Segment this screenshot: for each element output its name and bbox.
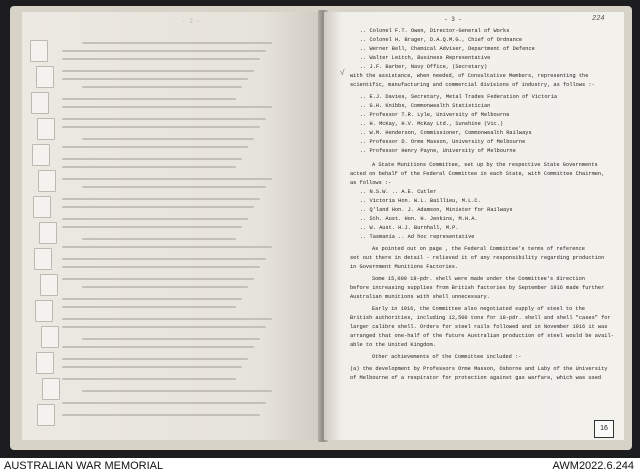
text-line: scientific, manufacturing and commercial divisions of industry, as follows :- bbox=[350, 82, 595, 88]
text-line: arranged that one-half of the future Australian production of steel would be avail- bbox=[350, 333, 614, 339]
right-page-number: - 3 - bbox=[444, 16, 463, 23]
left-page-faded-text bbox=[82, 186, 266, 188]
text-line: .. E.J. Davies, Secretary, Metal Trades Federation of Victoria bbox=[360, 94, 558, 100]
left-page-faded-text bbox=[82, 138, 254, 140]
left-page-faded-text bbox=[62, 366, 242, 368]
text-line: .. Professor D. Orme Masson, University of Melbourne bbox=[360, 139, 526, 145]
text-line: Some 15,000 18-pdr. shell were made under the Committee's direction bbox=[372, 276, 585, 282]
left-page-faded-text bbox=[62, 158, 242, 160]
left-page-faded-text bbox=[62, 126, 260, 128]
left-page-faded-text bbox=[82, 86, 242, 88]
text-line: .. Victoria Hon. W.L. Baillieu, M.L.C. bbox=[360, 198, 481, 204]
left-page-faded-text bbox=[62, 318, 272, 320]
text-line: .. H. McKay, H.V. McKay Ltd., Sunshine (Vic.) bbox=[360, 121, 504, 127]
index-tab bbox=[36, 352, 54, 374]
left-page-faded-text bbox=[82, 286, 248, 288]
index-tab bbox=[30, 40, 48, 62]
left-page-faded-text bbox=[62, 402, 266, 404]
text-line: British authorities, including 12,500 tons for 18-pdr. shell and shell "cases" for bbox=[350, 315, 611, 321]
index-tab bbox=[42, 378, 60, 400]
text-line: .. Colonel F.T. Owen, Director-General of Works bbox=[360, 28, 510, 34]
left-page-faded-text bbox=[62, 414, 260, 416]
text-line: A State Munitions Committee, set up by the respective State Governments bbox=[372, 162, 598, 168]
text-line: in Government Munitions Factories. bbox=[350, 264, 459, 270]
index-tab bbox=[39, 222, 57, 244]
credit-footer bbox=[0, 458, 640, 475]
footer-institution: AUSTRALIAN WAR MEMORIAL bbox=[4, 460, 164, 472]
left-page-faded-text bbox=[62, 166, 236, 168]
left-page-faded-text bbox=[62, 358, 248, 360]
text-line: with the assistance, when needed, of Consultative Members, representing the bbox=[350, 73, 589, 79]
left-page-faded-text bbox=[62, 278, 254, 280]
text-line: Other achievements of the Committee included :- bbox=[372, 354, 522, 360]
left-page-faded-text bbox=[62, 78, 248, 80]
index-tab bbox=[33, 196, 51, 218]
text-line: .. N.S.W. .. A.E. Cutler bbox=[360, 189, 437, 195]
index-tab bbox=[37, 118, 55, 140]
index-tab bbox=[31, 92, 49, 114]
text-line: Early in 1916, the Committee also negotiated supply of steel to the bbox=[372, 306, 585, 312]
footer-accession-number: AWM2022.6.244 bbox=[552, 460, 634, 472]
text-line: .. Professor Henry Payne, University of Melbourne bbox=[360, 148, 516, 154]
left-page-faded-text bbox=[62, 266, 260, 268]
index-tab bbox=[36, 66, 54, 88]
index-tab bbox=[34, 248, 52, 270]
left-page-faded-text bbox=[62, 326, 266, 328]
left-page-faded-text bbox=[62, 198, 260, 200]
left-page-faded-text bbox=[82, 238, 236, 240]
left-page-faded-text bbox=[62, 50, 266, 52]
archive-folio-number: 224 bbox=[592, 15, 605, 23]
text-line: .. Q'land Hon. J. Adamson, Minister for Railways bbox=[360, 207, 513, 213]
text-line: Australian munitions with shell unnecessary. bbox=[350, 294, 490, 300]
text-line: .. Colonel H. Brager, D.A.Q.M.G., Chief of Ordnance bbox=[360, 37, 523, 43]
index-tab bbox=[35, 300, 53, 322]
text-line: larger calibre shell. Orders for steel rails followed and in November 1916 it was bbox=[350, 324, 608, 330]
left-page-faded-text bbox=[62, 346, 254, 348]
text-line: .. Sth. Aust. Hon. H. Jenkins, M.H.A. bbox=[360, 216, 478, 222]
left-page-faded-text bbox=[62, 226, 242, 228]
left-page-faded-text bbox=[82, 42, 272, 44]
index-tab bbox=[38, 170, 56, 192]
left-page-faded-text bbox=[62, 98, 236, 100]
left-page-faded-text bbox=[82, 338, 260, 340]
text-line: .. Walter Leitch, Business Representative bbox=[360, 55, 491, 61]
text-line: .. Tasmania .. Ad hoc representative bbox=[360, 234, 475, 240]
text-line: .. Werner Bell, Chemical Adviser, Department of Defence bbox=[360, 46, 535, 52]
index-tab bbox=[37, 404, 55, 426]
left-page-faded-text bbox=[62, 298, 242, 300]
left-page-faded-text bbox=[62, 258, 266, 260]
text-line: .. W. Aust. H.J. Burnhall, M.P. bbox=[360, 225, 459, 231]
left-page-faded-text bbox=[62, 206, 254, 208]
left-page-faded-text bbox=[62, 218, 248, 220]
left-page-faded-text bbox=[82, 390, 272, 392]
left-page bbox=[22, 12, 322, 440]
text-line: before increasing supplies from British factories by September 1916 made further bbox=[350, 285, 605, 291]
left-page-faded-text bbox=[62, 378, 236, 380]
folio-stamp: 16 bbox=[594, 420, 614, 438]
index-tab bbox=[32, 144, 50, 166]
left-page-faded-text bbox=[62, 146, 248, 148]
text-line: (a) the development by Professors Orme Masson, Osborne and Laby of the University bbox=[350, 366, 608, 372]
text-line: able to the United Kingdom. bbox=[350, 342, 436, 348]
text-line: .. J.F. Barber, Navy Office, (Secretary) bbox=[360, 64, 488, 70]
left-page-faded-text bbox=[62, 106, 272, 108]
index-tab bbox=[40, 274, 58, 296]
text-line: .. W.M. Henderson, Commissioner, Commonwealth Railways bbox=[360, 130, 532, 136]
left-page-faded-text bbox=[62, 58, 260, 60]
text-line: of Melbourne of a respirator for protection against gas warfare, which was used bbox=[350, 375, 602, 381]
index-tab bbox=[41, 326, 59, 348]
left-page-faded-text bbox=[62, 178, 272, 180]
left-page-faded-text bbox=[62, 306, 236, 308]
text-line: .. Professor T.R. Lyle, University of Melbourne bbox=[360, 112, 510, 118]
text-line: acted on behalf of the Federal Committee in each State, with Committee Chairmen, bbox=[350, 171, 605, 177]
text-line: As pointed out on page , the Federal Committee's terms of reference bbox=[372, 246, 585, 252]
left-page-faded-text bbox=[62, 246, 272, 248]
text-line: set out there in detail - relieved it of any responsibility regarding production bbox=[350, 255, 605, 261]
text-line: as follows :- bbox=[350, 180, 392, 186]
text-line: .. G.H. Knibbs, Commonwealth Statistician bbox=[360, 103, 491, 109]
left-page-faded-text bbox=[62, 118, 266, 120]
left-page-faded-text bbox=[62, 70, 254, 72]
margin-check-mark: √ bbox=[340, 69, 345, 78]
left-page-number: - 2 - bbox=[182, 18, 201, 25]
